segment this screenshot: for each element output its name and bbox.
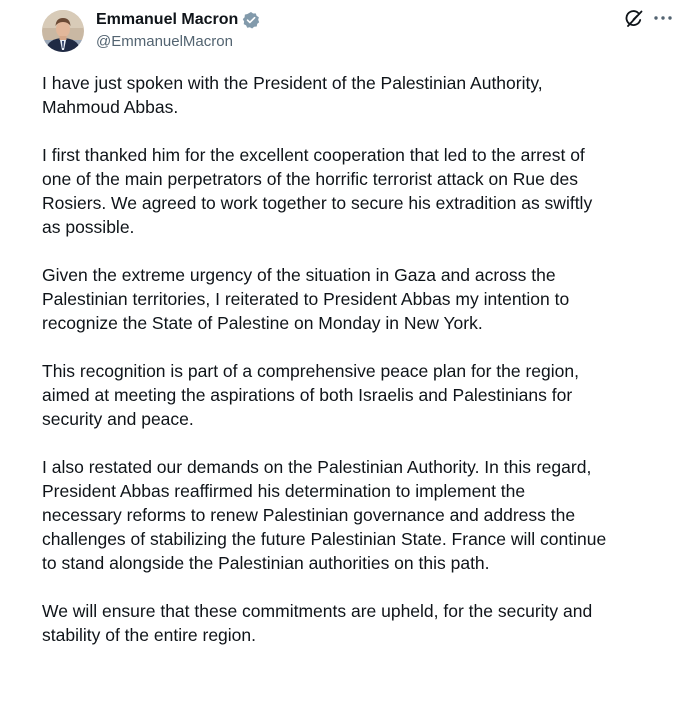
more-options-icon[interactable] [652, 8, 674, 28]
author-name[interactable]: Emmanuel Macron [96, 11, 239, 28]
author-handle[interactable]: @EmmanuelMacron [96, 33, 233, 50]
tweet-paragraph: This recognition is part of a comprehensive peace plan for the region, aimed at meeting the aspirations of both Israelis and Palestinians for security and peace. [42, 361, 579, 429]
tweet-text [42, 71, 682, 647]
avatar[interactable] [42, 10, 84, 52]
verified-badge-icon [242, 11, 260, 29]
tweet-paragraph: We will ensure that these commitments are upheld, for the security and stability of the entire region. [42, 601, 593, 645]
grok-icon[interactable] [624, 9, 644, 29]
tweet-paragraph: I first thanked him for the excellent cooperation that led to the arrest of one of the main perpetrators of the horrific terrorist attack on Rue des Rosiers. We agreed to work together to secure his extradition as swiftly as possible. [42, 145, 593, 237]
author-name-row [96, 9, 260, 31]
tweet-paragraph: I have just spoken with the President of the Palestinian Authority, Mahmoud Abbas. [42, 73, 543, 117]
tweet-paragraph: Given the extreme urgency of the situation in Gaza and across the Palestinian territories, I reiterated to President Abbas my intention to recognize the State of Palestine on Monday in New York. [42, 265, 570, 333]
tweet-paragraph: I also restated our demands on the Palestinian Authority. In this regard, President Abbas reaffirmed his determination to implement the necessary reforms to renew Palestinian governance and address the challenges of stabilizing the future Palestinian State. France will continue to stand alongside the Palestinian authorities on this path. [42, 457, 607, 573]
avatar-portrait-icon [42, 10, 84, 52]
